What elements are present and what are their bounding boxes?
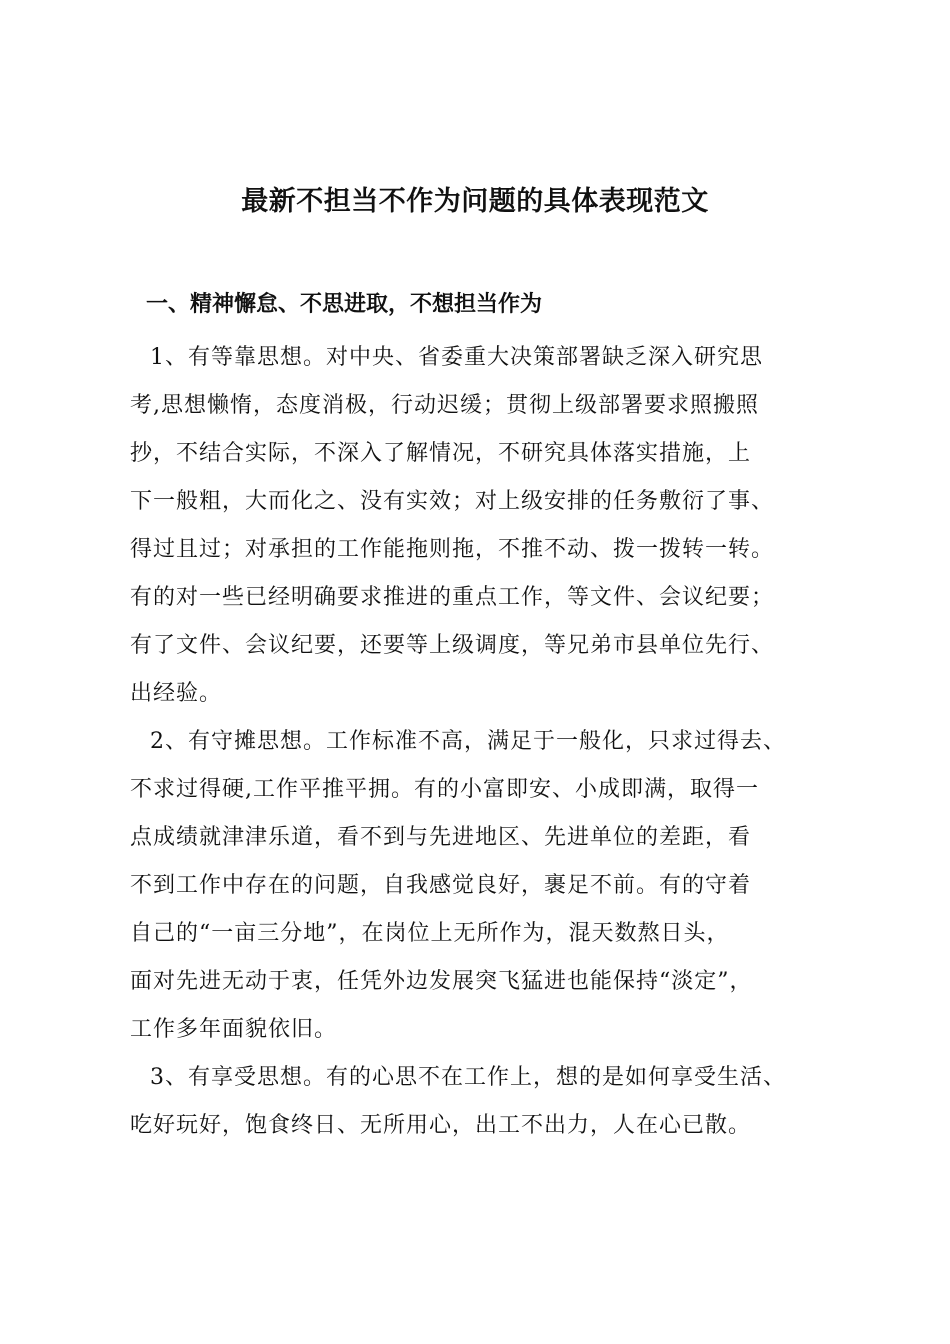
paragraph-2-line-5: 自己的“一亩三分地”，在岗位上无所作为，混天数熬日头，	[130, 921, 730, 946]
paragraph-1-line-7: 有了文件、会议纪要，还要等上级调度，等兄弟市县单位先行、	[130, 633, 775, 658]
section-heading: 一、精神懈怠、不思进取，不想担当作为	[146, 292, 543, 317]
paragraph-3-line-1: 3、有享受思想。有的心思不在工作上，想的是如何享受生活、	[150, 1065, 786, 1090]
paragraph-2-line-7: 工作多年面貌依旧。	[130, 1017, 338, 1042]
paragraph-1-line-5: 得过且过；对承担的工作能拖则拖，不推不动、拨一拨转一转。	[130, 537, 775, 562]
document-title: 最新不担当不作为问题的具体表现范文	[241, 186, 709, 217]
paragraph-2-line-6: 面对先进无动于衷，任凭外边发展突飞猛进也能保持“淡定”，	[130, 969, 753, 994]
paragraph-1-line-8: 出经验。	[130, 681, 223, 706]
paragraph-3-line-2: 吃好玩好，饱食终日、无所用心，出工不出力，人在心已散。	[130, 1113, 752, 1138]
paragraph-1-line-2: 考,思想懒惰，态度消极，行动迟缓；贯彻上级部署要求照搬照	[130, 393, 759, 418]
paragraph-1-line-4: 下一般粗，大而化之、没有实效；对上级安排的任务敷衍了事、	[130, 489, 775, 514]
paragraph-1-line-6: 有的对一些已经明确要求推进的重点工作，等文件、会议纪要；	[130, 585, 775, 610]
paragraph-2-line-1: 2、有守摊思想。工作标准不高，满足于一般化，只求过得去、	[150, 729, 786, 754]
paragraph-2-line-3: 点成绩就津津乐道，看不到与先进地区、先进单位的差距，看	[130, 825, 752, 850]
paragraph-1-line-3: 抄，不结合实际，不深入了解情况，不研究具体落实措施，上	[130, 441, 752, 466]
paragraph-2-line-2: 不求过得硬,工作平推平拥。有的小富即安、小成即满，取得一	[130, 777, 759, 802]
paragraph-1-line-1: 1、有等靠思想。对中央、省委重大决策部署缺乏深入研究思	[150, 345, 763, 370]
paragraph-2-line-4: 不到工作中存在的问题，自我感觉良好，裹足不前。有的守着	[130, 873, 752, 898]
